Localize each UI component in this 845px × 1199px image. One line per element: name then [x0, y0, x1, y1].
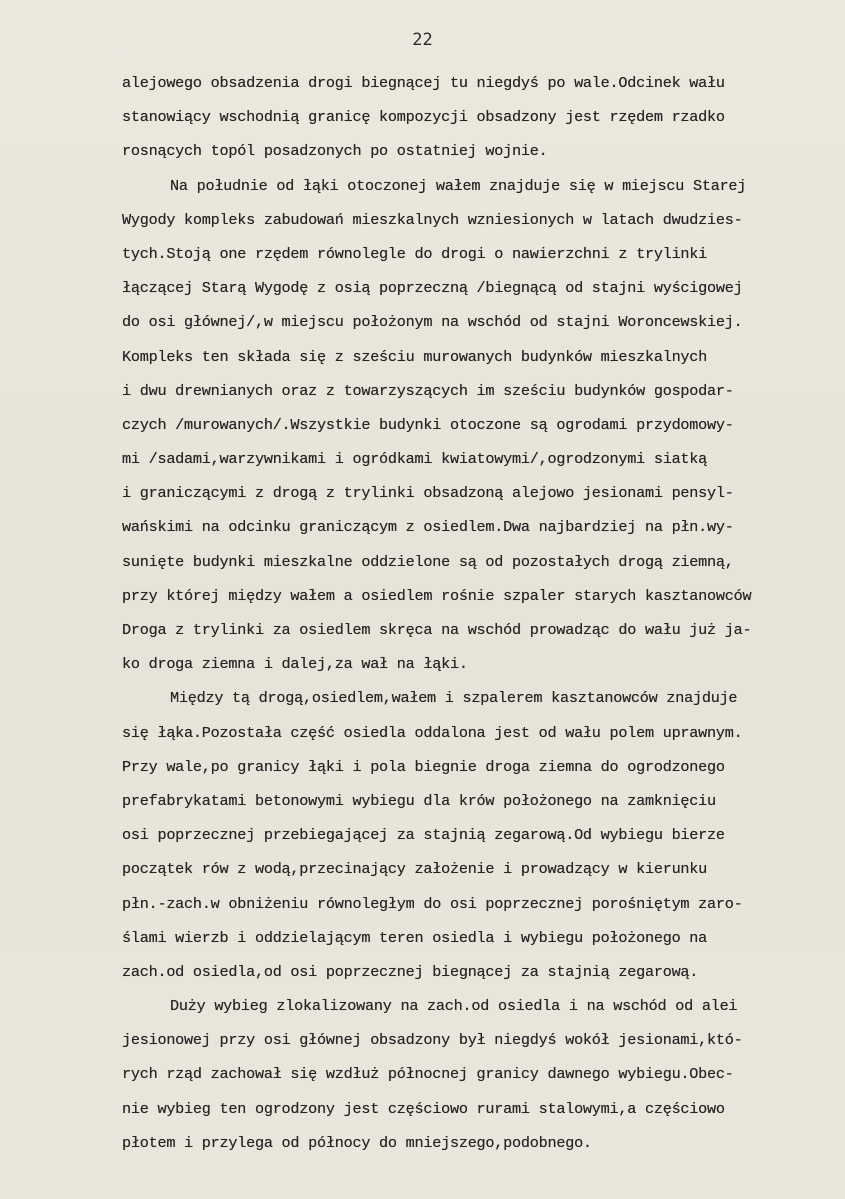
page-body [122, 66, 834, 1160]
text-line: płn.-zach.w obniżeniu równoległym do osi poprzecznej porośniętym zaro- [122, 894, 743, 913]
paragraph-2 [122, 169, 834, 682]
page-number: 22 [412, 30, 433, 50]
text-line: stanowiący wschodnią granicę kompozycji obsadzony jest rzędem rzadko [122, 108, 725, 127]
text-line: i graniczącymi z drogą z trylinki obsadzoną alejowo jesionami pensyl- [122, 484, 734, 503]
text-line: prefabrykatami betonowymi wybiegu dla krów położonego na zamknięciu [122, 791, 716, 810]
text-line: czych /murowanych/.Wszystkie budynki otoczone są ogrodami przydomowy- [122, 415, 734, 434]
text-line: przy której między wałem a osiedlem rośnie szpaler starych kasztanowców [122, 586, 752, 605]
paragraph-1 [122, 66, 834, 169]
text-line: tych.Stoją one rzędem równolegle do drogi o nawierzchni z trylinki [122, 244, 708, 263]
text-line: nie wybieg ten ogrodzony jest częściowo rurami stalowymi,a częściowo [122, 1099, 725, 1118]
text-line: Wygody kompleks zabudowań mieszkalnych wzniesionych w latach dwudzies- [122, 210, 743, 229]
text-line: jesionowej przy osi głównej obsadzony był niegdyś wokół jesionami,któ- [122, 1031, 743, 1050]
text-line: mi /sadami,warzywnikami i ogródkami kwiatowymi/,ogrodzonymi siatką [122, 450, 708, 469]
text-line: Na południe od łąki otoczonej wałem znajduje się w miejscu Starej [170, 176, 747, 195]
text-line: rych rząd zachował się wzdłuż północnej granicy dawnego wybiegu.Obec- [122, 1065, 734, 1084]
text-line: ko droga ziemna i dalej,za wał na łąki. [122, 655, 468, 674]
text-line: zach.od osiedla,od osi poprzecznej biegnącej za stajnią zegarową. [122, 962, 699, 981]
text-line: Duży wybieg zlokalizowany na zach.od osiedla i na wschód od alei [170, 997, 738, 1016]
paragraph-4 [122, 989, 834, 1160]
text-line: Przy wale,po granicy łąki i pola biegnie droga ziemna do ogrodzonego [122, 757, 725, 776]
text-line: osi poprzecznej przebiegającej za stajnią zegarową.Od wybiegu bierze [122, 826, 725, 845]
text-line: alejowego obsadzenia drogi biegnącej tu niegdyś po wale.Odcinek wału [122, 74, 725, 92]
text-line: rosnących topól posadzonych po ostatniej wojnie. [122, 142, 548, 161]
text-line: wańskimi na odcinku graniczącym z osiedlem.Dwa najbardziej na płn.wy- [122, 518, 734, 537]
paragraph-3 [122, 681, 834, 989]
text-line: Między tą drogą,osiedlem,wałem i szpalerem kasztanowców znajduje [170, 689, 738, 708]
text-line: ślami wierzb i oddzielającym teren osiedla i wybiegu położonego na [122, 928, 708, 947]
text-line: Kompleks ten składa się z sześciu murowanych budynków mieszkalnych [122, 347, 708, 366]
text-line: i dwu drewnianych oraz z towarzyszących im sześciu budynków gospodar- [122, 381, 734, 400]
text-line: łączącej Starą Wygodę z osią poprzeczną /biegnącą od stajni wyścigowej [122, 279, 743, 298]
text-line: się łąka.Pozostała część osiedla oddalona jest od wału polem uprawnym. [122, 723, 743, 742]
text-line: Droga z trylinki za osiedlem skręca na wschód prowadząc do wału już ja- [122, 621, 752, 639]
text-line: sunięte budynki mieszkalne oddzielone są od pozostałych drogą ziemną, [122, 552, 734, 571]
text-line: początek rów z wodą,przecinający założenie i prowadzący w kierunku [122, 860, 708, 879]
text-line: płotem i przylega od północy do mniejszego,podobnego. [122, 1133, 592, 1152]
text-line: do osi głównej/,w miejscu położonym na wschód od stajni Woroncewskiej. [122, 313, 743, 332]
